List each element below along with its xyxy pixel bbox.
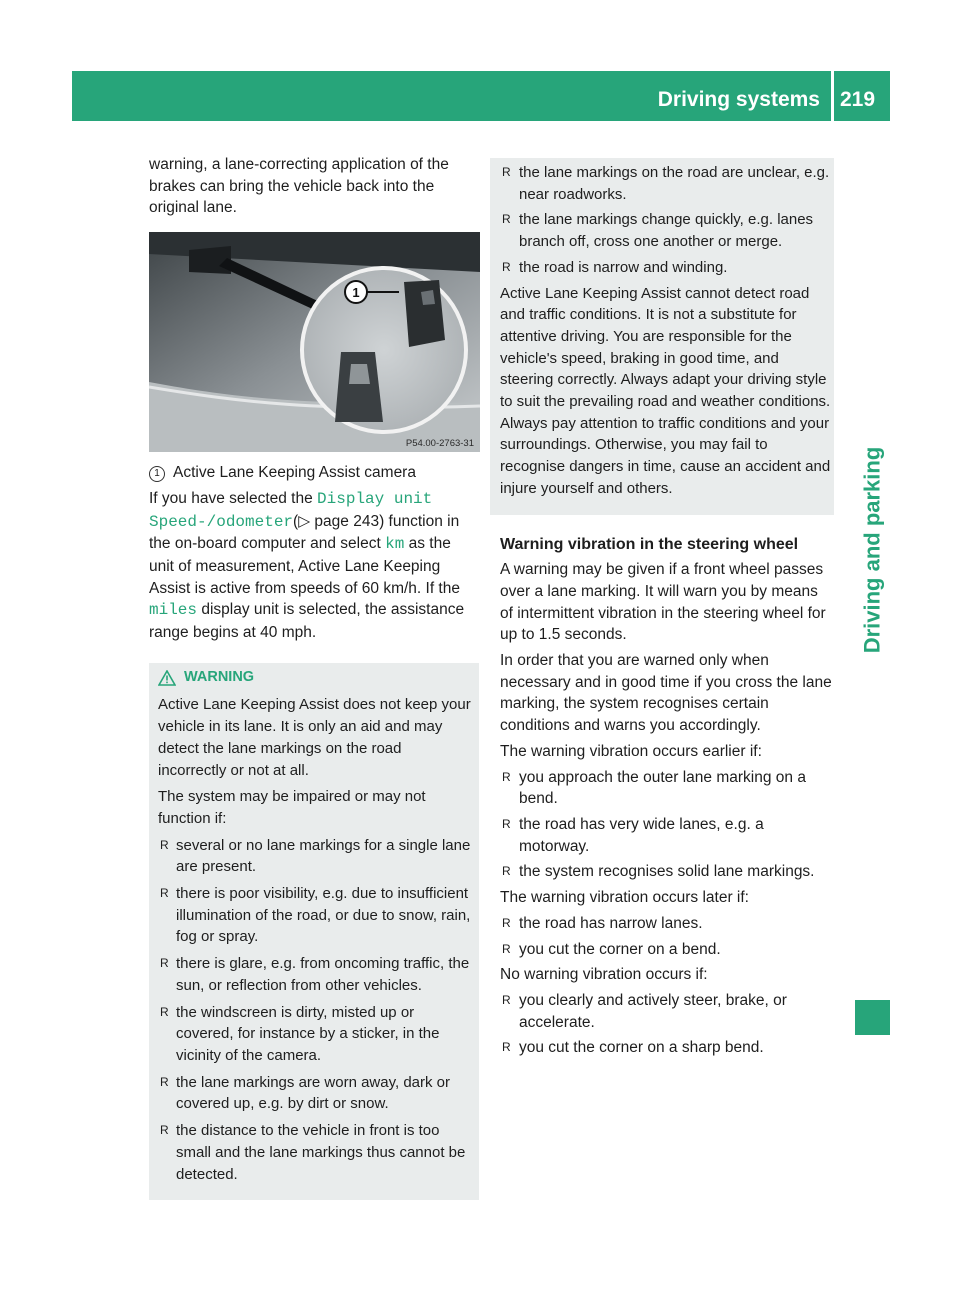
earlier-intro: The warning vibration occurs earlier if:: [500, 742, 762, 760]
units-text-c: as the unit of measurement, Active Lane Keeping Assist is active from speeds of 60 km/h. If the: [149, 535, 460, 597]
list-item: R you approach the outer lane marking on a bend.: [500, 767, 834, 810]
list-item: R you clearly and actively steer, brake, or accelerate.: [500, 990, 834, 1033]
intro-paragraph: warning, a lane-correcting application of the brakes can bring the vehicle back into the original lane.: [149, 156, 449, 217]
section-title: Driving systems: [657, 88, 820, 111]
units-text-d: display unit is selected, the assistance range begins at 40 mph.: [149, 601, 465, 642]
none-intro: No warning vibration occurs if:: [500, 966, 708, 984]
list-item: R there is glare, e.g. from oncoming traffic, the sun, or reflection from other vehicles.: [158, 953, 471, 996]
side-tab: [855, 110, 890, 990]
units-text-b: (▷ page 243) function in the on-board computer and select: [149, 512, 460, 553]
warning-paragraph-1: Active Lane Keeping Assist does not keep your vehicle in its lane. It is only an aid and may detect the lane markings on the road incorrectly or not at all.: [158, 696, 471, 779]
menu-name-display-unit: Display unit Speed-/odometer: [149, 489, 433, 531]
vibration-paragraph-2: In order that you are warned only when necessary and in good time if you cross the lane marking, the system recognises certain conditions and warns you accordingly.: [500, 652, 832, 735]
page-number: 219: [840, 88, 876, 111]
list-item: R there is poor visibility, e.g. due to insufficient illumination of the road, or due to snow, rain, fog or spray.: [158, 883, 471, 948]
units-text-a: If you have selected the: [149, 489, 318, 507]
later-intro: The warning vibration occurs later if:: [500, 889, 749, 907]
camera-photo: [149, 232, 480, 452]
warning-title: WARNING: [184, 668, 255, 685]
list-item: R the road has narrow lanes.: [500, 913, 834, 935]
list-item: R you cut the corner on a sharp bend.: [500, 1037, 834, 1059]
list-item: R you cut the corner on a bend.: [500, 939, 834, 961]
list-item: R the distance to the vehicle in front is too small and the lane markings thus cannot be detected.: [158, 1120, 471, 1185]
caption-number: 1: [149, 466, 165, 482]
list-item: R several or no lane markings for a single lane are present.: [158, 835, 471, 878]
header-divider: [831, 71, 834, 121]
list-item: R the lane markings change quickly, e.g. lanes branch off, cross one another or merge.: [500, 209, 834, 252]
warning-bullet-list-continued: [500, 162, 834, 279]
warning-box-continued: [490, 158, 834, 515]
warning-triangle-icon: [158, 670, 176, 686]
chapter-label: Driving and parking: [859, 446, 885, 654]
right-column: [500, 158, 834, 1063]
list-item: R the windscreen is dirty, misted up or covered, for instance by a sticker, in the vicinity of the camera.: [158, 1002, 471, 1067]
none-bullet-list: [500, 990, 834, 1059]
warning-bullet-list: [158, 835, 471, 1186]
list-item: R the lane markings are worn away, dark or covered up, e.g. by dirt or snow.: [158, 1072, 471, 1115]
menu-value-km: km: [385, 535, 405, 554]
menu-value-miles: miles: [149, 601, 198, 620]
earlier-bullet-list: [500, 767, 834, 884]
warning-paragraph-2: The system may be impaired or may not function if:: [158, 788, 426, 827]
later-bullet-list: [500, 913, 834, 960]
photo-code: P54.00-2763-31: [405, 438, 474, 450]
photo-caption: [149, 462, 479, 484]
warning-closing-paragraph: Active Lane Keeping Assist cannot detect road and traffic conditions. It is not a substitute for attentive driving. You are responsible for the vehicle's speed, braking in good time, and steering correctly. Always adapt your driving style to suit the prevailing road and weather conditions. Always pay attention to traffic conditions and your surroundings. Otherwise, you may fail to recognise dangers in time, cause an accident and injure yourself and others.: [500, 284, 831, 497]
vibration-paragraph-1: A warning may be given if a front wheel passes over a lane marking. It will warn you by means of intermittent vibration in the steering wheel for up to 1.5 seconds.: [500, 561, 826, 644]
chapter-marker: [855, 1000, 890, 1035]
warning-box: [149, 663, 479, 1200]
list-item: R the system recognises solid lane markings.: [500, 861, 834, 883]
section-heading: Warning vibration in the steering wheel: [500, 535, 799, 553]
units-paragraph: [149, 488, 479, 644]
callout-number: 1: [352, 285, 360, 301]
list-item: R the road has very wide lanes, e.g. a motorway.: [500, 814, 834, 857]
list-item: R the lane markings on the road are unclear, e.g. near roadworks.: [500, 162, 834, 205]
warning-header: [158, 667, 471, 689]
left-column: [149, 154, 479, 1200]
list-item: R the road is narrow and winding.: [500, 257, 834, 279]
caption-text: Active Lane Keeping Assist camera: [173, 464, 416, 482]
